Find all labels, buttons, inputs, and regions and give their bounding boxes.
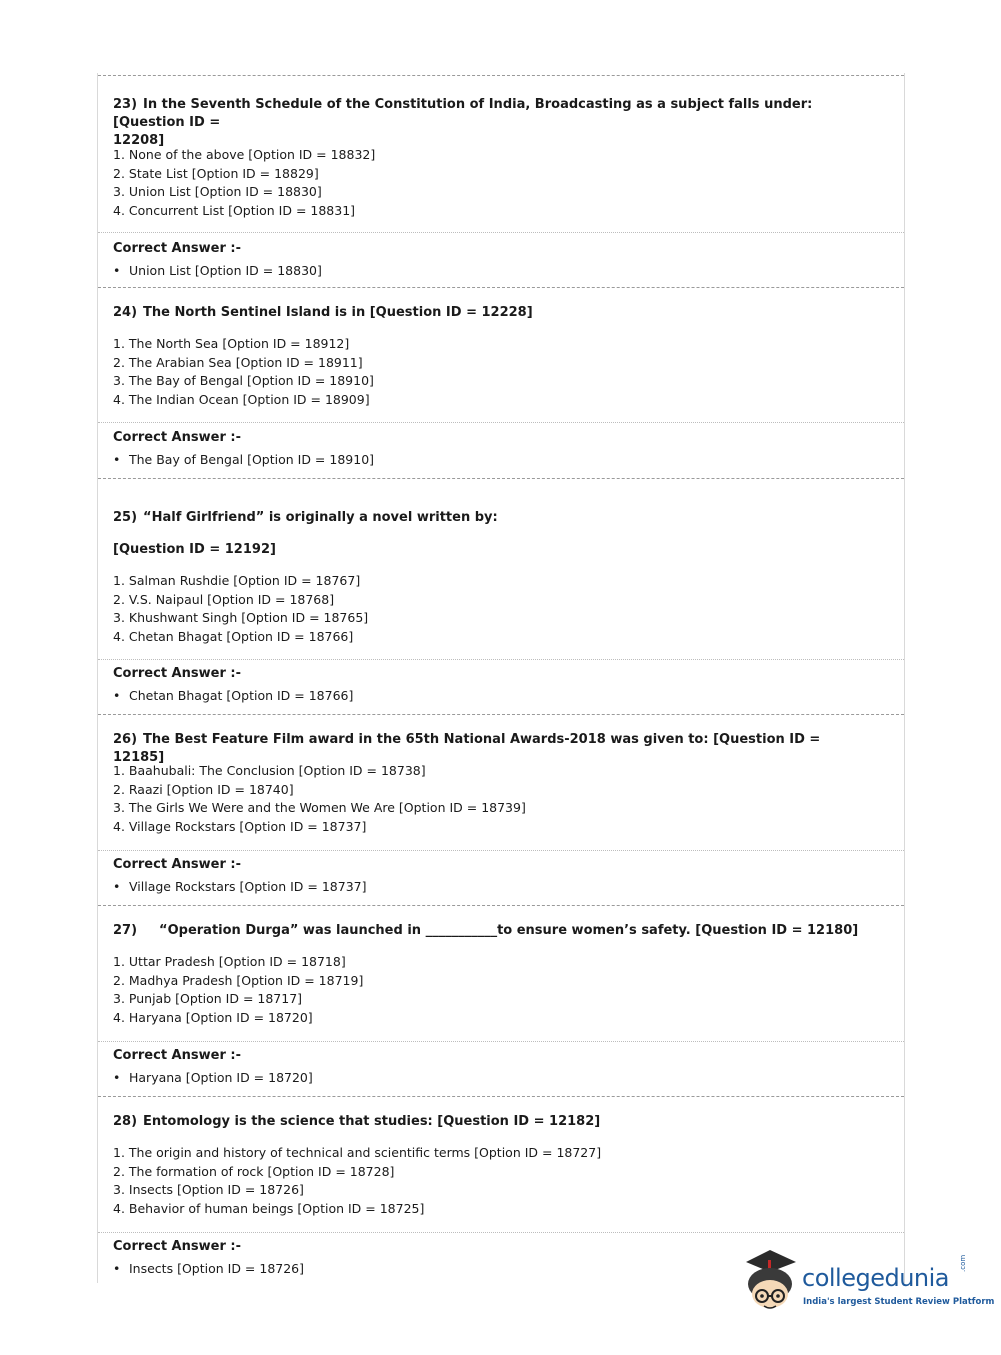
option: 3. Union List [Option ID = 18830] <box>113 184 322 199</box>
question-text: 23) In the Seventh Schedule of the Constitution of India, Broadcasting as a subject falls under: [Question ID = 12208] <box>113 97 813 148</box>
option: 4. The Indian Ocean [Option ID = 18909] <box>113 391 370 407</box>
option: 3. Punjab [Option ID = 18717] <box>113 991 303 1006</box>
correct-answer: • Haryana [Option ID = 18720] <box>113 1070 313 1085</box>
option: 4. Village Rockstars [Option ID = 18737] <box>113 818 367 834</box>
answer-divider <box>98 850 904 851</box>
option: 4. Behavior of human beings [Option ID = 18725] <box>113 1200 425 1216</box>
question-text: 28) Entomology is the science that studies: [Question ID = 12182] <box>113 1114 601 1129</box>
option-list <box>113 335 374 409</box>
option: 4. Haryana [Option ID = 18720] <box>113 1009 313 1025</box>
question-id: [Question ID = 12192] <box>113 542 276 557</box>
brand-tagline: India's largest Student Review Platform <box>803 1297 995 1307</box>
option: 2. Madhya Pradesh [Option ID = 18719] <box>113 972 364 988</box>
correct-answer-label: Correct Answer :- <box>113 666 241 681</box>
question-block <box>98 287 904 479</box>
option: 4. Chetan Bhagat [Option ID = 18766] <box>113 628 354 644</box>
answer-divider <box>98 1232 904 1233</box>
question-text: 25) “Half Girlfriend” is originally a novel written by: <box>113 510 498 525</box>
option: 1. The North Sea [Option ID = 18912] <box>113 336 350 351</box>
question-paper <box>97 73 905 1283</box>
option: 1. Salman Rushdie [Option ID = 18767] <box>113 573 361 588</box>
mascot-icon <box>740 1248 804 1318</box>
option: 2. V.S. Naipaul [Option ID = 18768] <box>113 591 335 607</box>
correct-answer: • Insects [Option ID = 18726] <box>113 1261 305 1276</box>
option-list <box>113 762 526 836</box>
question-block <box>98 714 904 906</box>
correct-answer-label: Correct Answer :- <box>113 241 241 256</box>
correct-answer: • Chetan Bhagat [Option ID = 18766] <box>113 688 354 703</box>
answer-divider <box>98 1041 904 1042</box>
answer-divider <box>98 232 904 233</box>
option: 2. The Arabian Sea [Option ID = 18911] <box>113 354 363 370</box>
option: 1. Baahubali: The Conclusion [Option ID = 18738] <box>113 763 426 778</box>
question-text: 26) The Best Feature Film award in the 65th National Awards-2018 was given to: [Question ID = 12185] <box>113 732 821 765</box>
option: 1. Uttar Pradesh [Option ID = 18718] <box>113 954 346 969</box>
option: 3. Insects [Option ID = 18726] <box>113 1182 304 1197</box>
question-block <box>98 905 904 1097</box>
correct-answer-label: Correct Answer :- <box>113 1239 241 1254</box>
option: 3. The Girls We Were and the Women We Are [Option ID = 18739] <box>113 800 526 815</box>
question-text: 27) “Operation Durga” was launched in ___________to ensure women’s safety. [Question ID = 12180] <box>113 923 859 938</box>
option: 2. Raazi [Option ID = 18740] <box>113 781 294 797</box>
correct-answer-label: Correct Answer :- <box>113 857 241 872</box>
option: 4. Concurrent List [Option ID = 18831] <box>113 202 356 218</box>
answer-divider <box>98 422 904 423</box>
option: 2. State List [Option ID = 18829] <box>113 165 319 181</box>
option: 3. The Bay of Bengal [Option ID = 18910] <box>113 373 374 388</box>
answer-divider <box>98 659 904 660</box>
correct-answer-label: Correct Answer :- <box>113 430 241 445</box>
correct-answer: • Union List [Option ID = 18830] <box>113 263 322 278</box>
option: 1. The origin and history of technical and scientific terms [Option ID = 18727] <box>113 1145 602 1160</box>
correct-answer-label: Correct Answer :- <box>113 1048 241 1063</box>
question-block <box>98 478 904 715</box>
option: 1. None of the above [Option ID = 18832] <box>113 147 376 162</box>
option-list <box>113 953 363 1027</box>
question-text: 24) The North Sentinel Island is in [Question ID = 12228] <box>113 305 533 320</box>
correct-answer: • The Bay of Bengal [Option ID = 18910] <box>113 452 375 467</box>
option-list <box>113 1144 601 1218</box>
correct-answer: • Village Rockstars [Option ID = 18737] <box>113 879 367 894</box>
collegedunia-logo <box>740 1248 995 1318</box>
brand-suffix: .com <box>959 1254 967 1272</box>
option: 2. The formation of rock [Option ID = 18728] <box>113 1163 395 1179</box>
option-list <box>113 146 375 220</box>
brand-name: collegedunia <box>802 1264 950 1292</box>
question-block <box>98 75 904 290</box>
option: 3. Khushwant Singh [Option ID = 18765] <box>113 610 369 625</box>
option-list <box>113 572 368 646</box>
